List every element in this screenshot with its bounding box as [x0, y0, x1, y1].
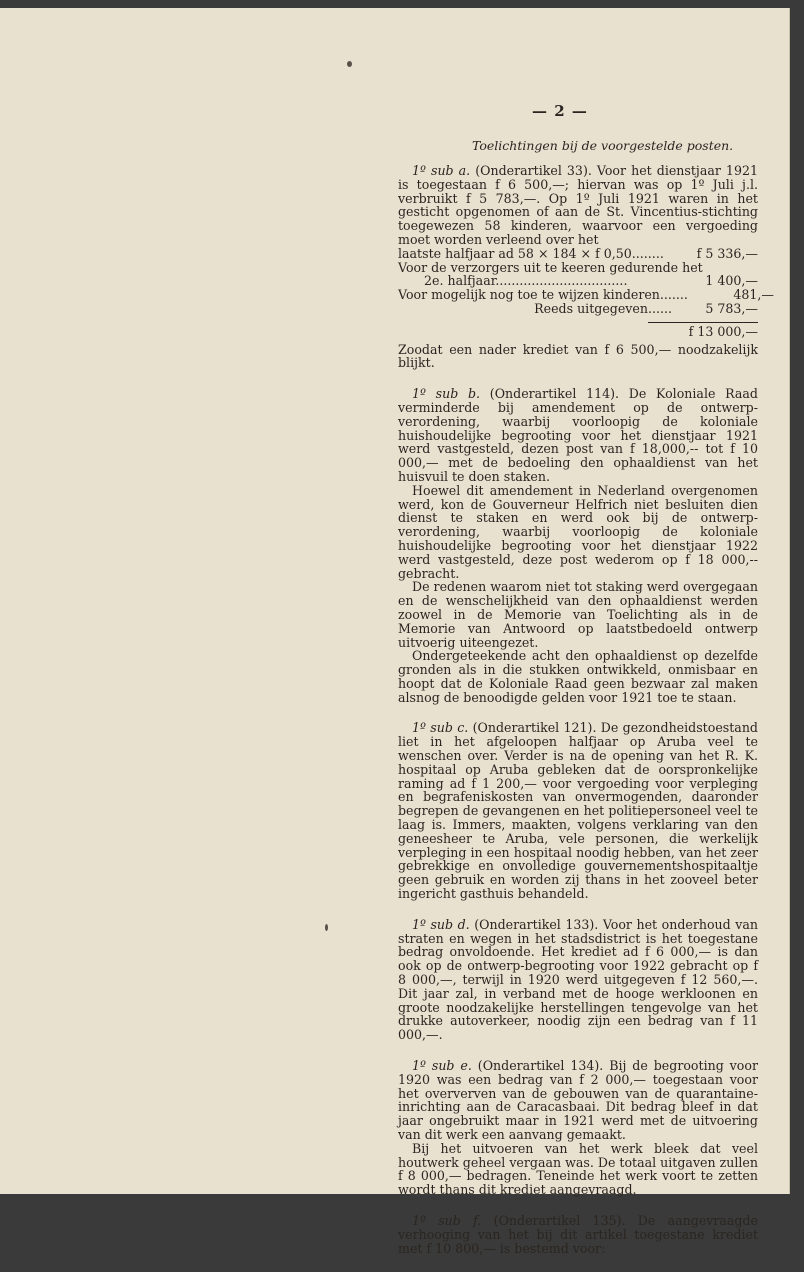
paragraph: 1º sub b. (Onderartikel 114). De Koloniale Raad verminderde bij amendement op de ontwerp-verordening, waarbij voorloopig de koloniale huishoudelijke begrooting voor het dienstjaar 1921 werd vastgesteld, dezen post van f 18,000,-- tot f 10 000,— met de bedoeling den ophaaldienst van het huisvuil te doen staken.: [398, 386, 758, 484]
paragraph: 1º sub f. (Onderartikel 135). De aangevraagde verhooging van het bij dit artikel toegestane krediet met f 10 800,— is bestemd voor:: [398, 1212, 758, 1256]
section-a: [398, 163, 774, 371]
sum-divider: [648, 322, 758, 323]
text-column: [398, 163, 774, 1272]
paragraph: Ondergeteekende acht den ophaaldienst op dezelfde gronden als in die stukken ontwikkeld, onmisbaar en hoopt dat de Koloniale Raad geen bezwaar zal maken alsnog de benoodigde gelden voor 1921 toe te staan.: [398, 648, 758, 705]
paragraph: 1º sub e. (Onderartikel 134). Bij de begrooting voor 1920 was een bedrag van f 2 000,— toegestaan voor het oververven van de gebouwen van de quarantaine-inrichting aan de Caracasbaai. Dit bedrag bleef in dat jaar ongebruikt maar in 1921 werd met de uitvoering van dit werk een aanvang gemaakt.: [398, 1058, 758, 1142]
section-e: [398, 1059, 758, 1197]
paragraph: Hoewel dit amendement in Nederland overgenomen werd, kon de Gouverneur Helfrich niet besluiten dien dienst te staken en werd ook bij de ontwerp-verordening, waarbij voorloopig de koloniale huishoudelijke begrooting voor het dienstjaar 1922 werd vastgesteld, deze post wederom op f 18 000,-- gebracht.: [398, 482, 758, 581]
section-f: [398, 1214, 758, 1255]
cost-row: Voor de verzorgers uit te keeren gedurende het: [398, 259, 703, 275]
paragraph: Bij het uitvoeren van het werk bleek dat veel houtwerk geheel vergaan was. De totaal uitgaven zullen f 8 000,— bedragen. Teneinde het werk voort te zetten wordt thans dit krediet aangevraagd.: [398, 1140, 758, 1198]
page-number: — 2 —: [532, 102, 588, 120]
cost-total: f 13 000,—: [688, 323, 758, 339]
page-subtitle: Toelichtingen bij de voorgestelde posten.: [472, 138, 734, 153]
cost-row: laatste halfjaar ad 58 × 184 × f 0,50........ f 5 336,—: [398, 245, 758, 261]
section-b: [398, 387, 758, 704]
section-c: [398, 721, 758, 900]
section-ref: 1º sub f.: [412, 1212, 482, 1228]
speck-mark: [347, 61, 352, 67]
cost-row: Reeds uitgegeven...... 5 783,—: [534, 300, 758, 316]
section-a-conclusion: Zoodat een nader krediet van f 6 500,— noodzakelijk blijkt.: [398, 341, 758, 371]
paragraph: 1º sub c. (Onderartikel 121). De gezondheidstoestand liet in het afgeloopen halfjaar op Aruba veel te wenschen over. Verder is na de opening van het R. K. hospitaal op Aruba gebleken dat de oorspronkelijke raming ad f 1 200,— voor vergoeding voor verpleging en begrafeniskosten van onvermogenden, daaronder begrepen de gevangenen en het politiepersoneel veel te laag is. Immers, maakten, volgens verklaring van den geneesheer te Aruba, vele personen, die werkelijk verpleging in een hospitaal noodig hebben, van het zeer gebrekkige en onvolledige gouvernementshospitaaltje geen gebruik en worden zij thans in het zooveel beter ingericht gasthuis behandeld.: [398, 720, 758, 902]
document-page: [0, 8, 790, 1256]
section-d: [398, 918, 758, 1042]
section-ref: 1º sub d.: [412, 916, 470, 932]
section-ref: 1º sub a.: [412, 163, 471, 178]
paragraph: De redenen waarom niet tot staking werd overgegaan en de wenschelijkheid van den ophaaldienst werden zoowel in de Memorie van Toelichting als in de Memorie van Antwoord op laatstbedoeld ontwerp uitvoerig uiteengezet.: [398, 579, 758, 650]
section-ref: 1º sub c.: [412, 720, 469, 736]
cost-row: 2e. halfjaar................................. 1 400,—: [424, 273, 758, 289]
paragraph: 1º sub d. (Onderartikel 133). Voor het onderhoud van straten en wegen in het stadsdistrict is het toegestane bedrag onvoldoende. Het krediet ad f 6 000,— is dan ook op de ontwerp-begrooting voor 1922 gebracht op f 8 000,—, terwijl in 1920 werd uitgegeven f 12 560,—. Dit jaar zal, in verband met de hooge werkloonen en groote noodzakelijke herstellingen tengevolge van het drukke autoverkeer, noodig zijn een bedrag van f 11 000,—.: [398, 916, 758, 1043]
cost-row: Voor mogelijk nog toe te wijzen kinderen....... 481,—: [398, 287, 774, 303]
section-ref: 1º sub e.: [412, 1058, 472, 1074]
section-a-intro: 1º sub a. (Onderartikel 33). Voor het dienstjaar 1921 is toegestaan f 6 500,—; hiervan was op 1º Juli j.l. verbruikt f 5 783,—. Op 1º Juli 1921 waren in het gesticht opgenomen of aan de St. Vincentius-stichting toegewezen 58 kinderen, waarvoor een vergoeding moet worden verleend over het: [398, 163, 758, 247]
speck-mark: [325, 924, 328, 931]
section-ref: 1º sub b.: [412, 386, 481, 402]
